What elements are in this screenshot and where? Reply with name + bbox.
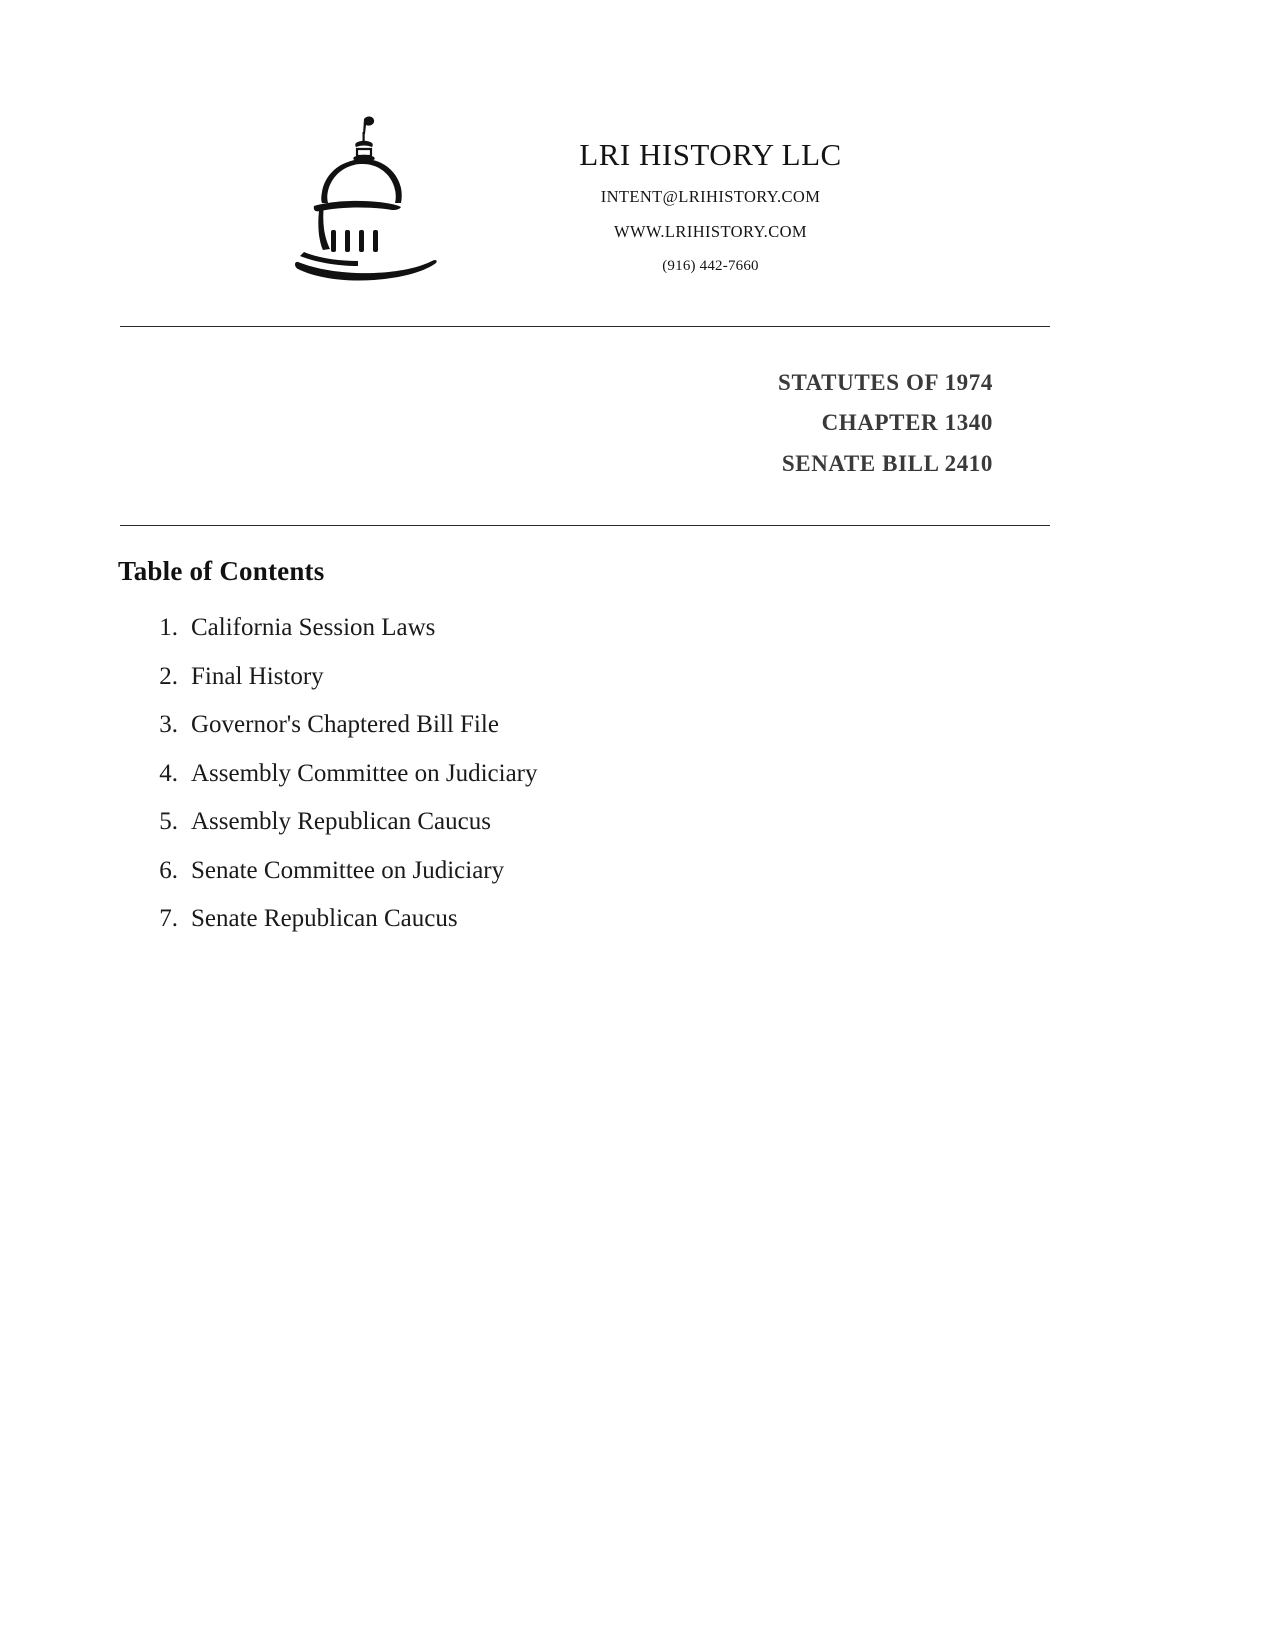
list-item-number: 1. [159,614,178,641]
list-item-label: Senate Republican Caucus [191,905,458,932]
list-item[interactable] [140,761,940,786]
list-item[interactable] [140,712,940,737]
statutes-year: STATUTES OF 1974 [778,370,993,395]
list-item-label: Final History [191,662,324,690]
list-item-label: Senate Committee on Judiciary [191,856,505,884]
divider-bottom [120,525,1050,526]
chapter-number: CHAPTER 1340 [821,410,993,436]
document-title-block [778,363,993,484]
letterhead [0,110,1276,285]
list-item-number: 2. [159,662,178,690]
list-item[interactable] [140,906,940,931]
divider-top [120,326,1050,327]
list-item[interactable] [140,809,940,834]
list-item-label: Governor's Chaptered Bill File [191,711,499,738]
list-item-number: 5. [159,808,178,835]
list-item[interactable] [140,615,940,640]
list-item[interactable] [140,858,940,883]
list-item-number: 4. [159,759,178,787]
list-item-label: Assembly Committee on Judiciary [191,759,538,787]
organization-email: INTENT@LRIHISTORY.COM [600,187,821,207]
bill-number: SENATE BILL 2410 [781,450,993,476]
organization-phone: (916) 442-7660 [662,258,759,275]
list-item-label: Assembly Republican Caucus [191,808,491,835]
list-item-number: 3. [159,711,178,738]
capitol-dome-logo-icon [290,110,465,285]
list-item-label: California Session Laws [191,614,436,641]
list-item-number: 7. [159,905,178,932]
organization-name: LRI HISTORY LLC [579,137,842,172]
table-of-contents-list [140,615,940,955]
organization-info [503,110,918,275]
list-item[interactable] [140,664,940,689]
table-of-contents-heading: Table of Contents [118,556,325,586]
organization-website: WWW.LRIHISTORY.COM [614,222,807,242]
list-item-number: 6. [159,856,178,884]
